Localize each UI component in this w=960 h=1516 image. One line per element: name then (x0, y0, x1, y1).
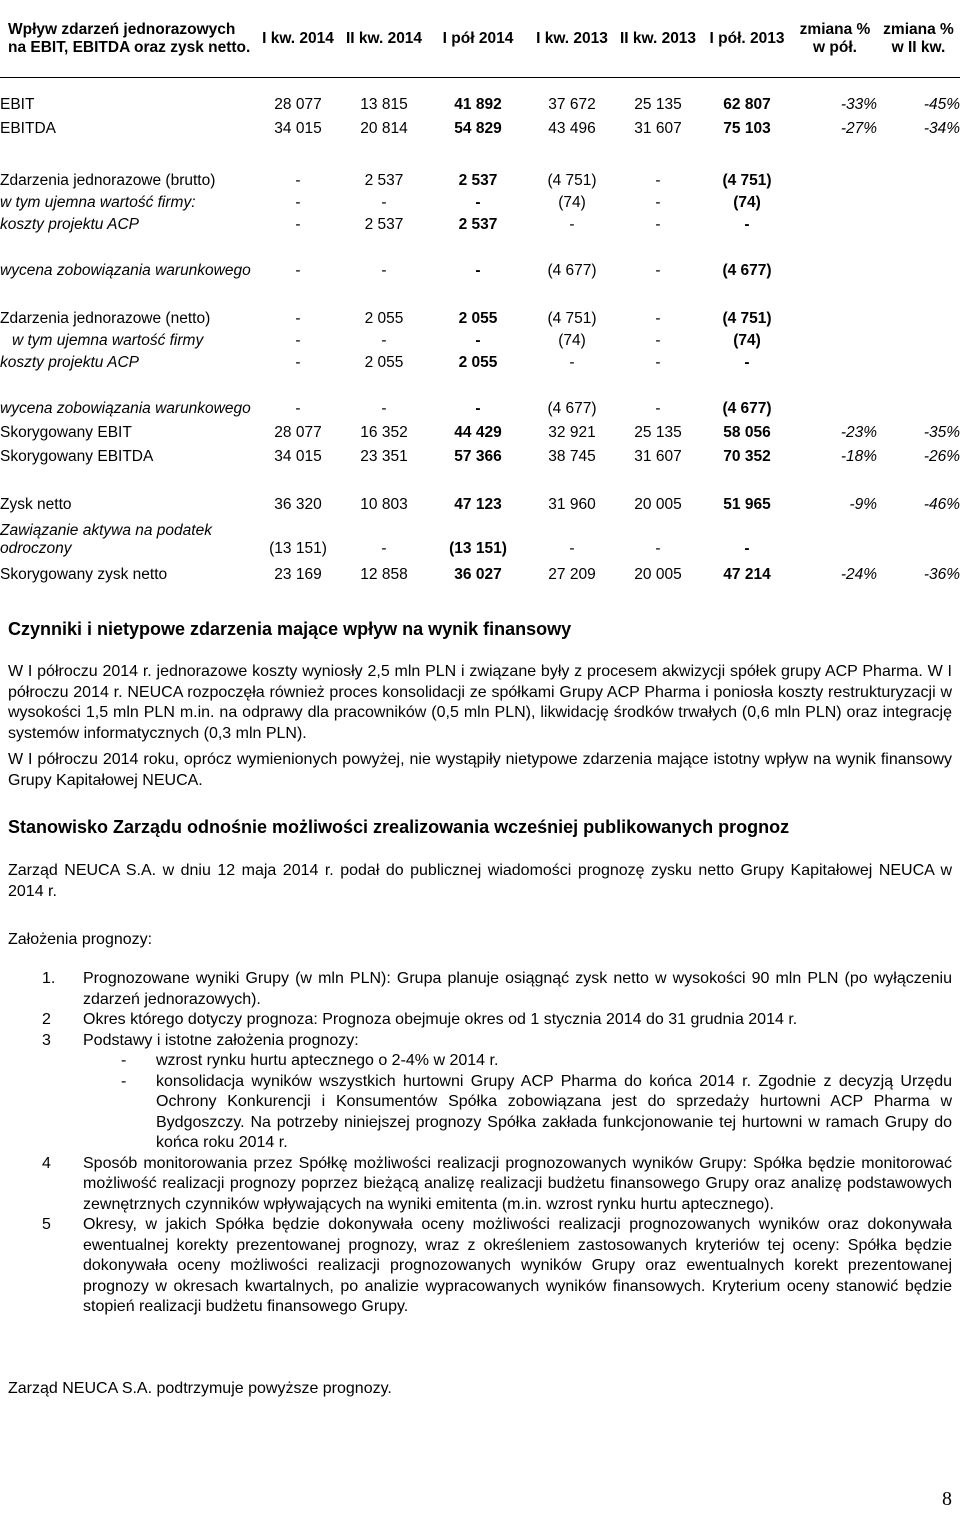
list-number: 3 (42, 1031, 51, 1049)
table-cell: 25 135 (634, 424, 682, 441)
paragraph: Zarząd NEUCA S.A. w dniu 12 maja 2014 r. podał do publicznej wiadomości prognozę zysku netto Grupy Kapitałowej NEUCA w 2014 r. (8, 862, 952, 900)
forecast-list (8, 969, 952, 1318)
table-cell: - (381, 400, 387, 417)
col-header: zmiana % w pół. (799, 21, 871, 56)
table-cell: 2 537 (458, 216, 498, 233)
table-cell: - (655, 354, 661, 371)
table-cell: - (475, 332, 481, 349)
table-cell: (4 677) (547, 400, 597, 417)
sub-list-item (8, 1072, 952, 1154)
table-cell: 70 352 (723, 448, 771, 465)
assumptions-label: Założenia prognozy: (8, 931, 153, 948)
list-item (8, 1215, 952, 1318)
table-cell: -18% (840, 448, 877, 465)
table-cell: 41 892 (454, 96, 502, 113)
table-cell: (4 677) (722, 262, 772, 279)
table-cell: 2 055 (364, 354, 404, 371)
table-cell: 62 807 (723, 96, 771, 113)
table-cell: - (655, 216, 661, 233)
row-label: wycena zobowiązania warunkowego (0, 262, 251, 279)
table-cell: - (475, 262, 481, 279)
table-cell (877, 350, 960, 372)
row-label: koszty projektu ACP (0, 216, 139, 233)
table-cell: 20 005 (634, 566, 682, 583)
header-divider (0, 77, 960, 78)
table-cell: 58 056 (723, 424, 771, 441)
table-cell: 43 496 (548, 120, 596, 137)
table-cell (877, 328, 960, 350)
table-cell: (13 151) (269, 540, 327, 557)
table-cell: -33% (840, 96, 877, 113)
list-text: Podstawy i istotne założenia prognozy: (83, 1031, 359, 1049)
table-row (0, 514, 960, 558)
table-cell (793, 328, 877, 350)
table-cell (793, 514, 877, 558)
table-cell: 34 015 (274, 120, 322, 137)
table-cell: 31 607 (634, 120, 682, 137)
table-cell: -23% (840, 424, 877, 441)
table-cell: -45% (923, 96, 960, 113)
table-cell: (4 677) (547, 262, 597, 279)
table-cell: 2 537 (364, 216, 404, 233)
table-row (0, 114, 960, 138)
table-cell (877, 234, 960, 280)
table-cell: - (655, 332, 661, 349)
table-cell: 13 815 (360, 96, 408, 113)
table-cell: - (655, 262, 661, 279)
table-cell: - (744, 354, 750, 371)
table-cell: - (381, 332, 387, 349)
table-cell: 36 027 (454, 566, 502, 583)
table-cell: 47 123 (454, 496, 502, 513)
table-cell: - (295, 354, 301, 371)
table-cell: -26% (923, 448, 960, 465)
table-cell: (4 677) (722, 400, 772, 417)
table-cell: - (295, 194, 301, 211)
row-label: w tym ujemna wartość firmy (12, 332, 204, 349)
table-cell (793, 190, 877, 212)
table-cell: - (569, 354, 575, 371)
table-cell: 36 320 (274, 496, 322, 513)
table-cell: 23 351 (360, 448, 408, 465)
table-cell (793, 350, 877, 372)
list-item (8, 1031, 952, 1052)
table-cell: - (475, 400, 481, 417)
list-text: Sposób monitorowania przez Spółkę możliwości realizacji prognozowanych wyników Grupy: Spółka będzie monitorować możliwość realizacji prognozy poprzez bieżącą analizę realizacji budżetu finansowego Grupy oraz analizę podstawowych zewnętrznych czynników wpływających na wyniki emitenta (m.in. wzrost rynku hurtu aptecznego). (83, 1154, 952, 1213)
table-cell: 23 169 (274, 566, 322, 583)
table-cell: 32 921 (548, 424, 596, 441)
table-cell: 38 745 (548, 448, 596, 465)
list-text: Prognozowane wyniki Grupy (w mln PLN): Grupa planuje osiągnąć zysk netto w wysokości 90 mln PLN (po wyłączeniu zdarzeń jednorazowych). (83, 970, 952, 1008)
table-cell: - (295, 172, 301, 189)
table-cell: - (295, 332, 301, 349)
table-cell: 47 214 (723, 566, 771, 583)
table-row (0, 234, 960, 280)
table-row (0, 78, 960, 114)
table-cell: - (295, 310, 301, 327)
table-cell: 2 537 (458, 172, 498, 189)
table-cell: - (655, 400, 661, 417)
table-cell: 54 829 (454, 120, 502, 137)
row-label: Skorygowany EBITDA (0, 448, 154, 465)
table-row (0, 280, 960, 328)
list-number: 1. (42, 970, 56, 987)
table-cell: 27 209 (548, 566, 596, 583)
table-row (0, 190, 960, 212)
table-cell: -35% (923, 424, 960, 441)
table-cell: - (295, 216, 301, 233)
col-header: zmiana % w II kw. (883, 21, 954, 56)
row-label: koszty projektu ACP (0, 354, 139, 371)
table-cell: (4 751) (547, 172, 597, 189)
table-cell: - (569, 540, 575, 557)
row-label: Skorygowany zysk netto (0, 566, 168, 583)
table-cell: 25 135 (634, 96, 682, 113)
paragraph: W I półroczu 2014 r. jednorazowe koszty wyniosły 2,5 mln PLN i związane były z procesem akwizycji spółek grupy ACP Pharma. W I półroczu 2014 r. NEUCA rozpoczęła również proces konsolidacji ze spółkami Grupy ACP Pharma i poniosła koszty restrukturyzacji w wysokości 1,5 mln PLN m.in. na odprawy dla pracowników (0,5 mln PLN), likwidację środków trwałych (0,6 mln PLN) oraz integrację systemów informatycznych (0,3 mln PLN). (8, 663, 952, 742)
table-cell: 12 858 (360, 566, 408, 583)
table-row (0, 418, 960, 442)
table-cell: 75 103 (723, 120, 771, 137)
table-row (0, 350, 960, 372)
table-cell: - (744, 216, 750, 233)
table-cell: (13 151) (449, 540, 507, 557)
table-cell: (74) (558, 194, 586, 211)
table-cell: 51 965 (723, 496, 771, 513)
financial-table (0, 0, 960, 584)
row-label: w tym ujemna wartość firmy: (0, 194, 196, 211)
col-header: I pół. 2013 (709, 30, 785, 47)
table-cell: -9% (849, 496, 877, 513)
section-heading-factors: Czynniki i nietypowe zdarzenia mające wpływ na wynik finansowy (8, 619, 572, 639)
table-cell: - (295, 400, 301, 417)
row-label: Zysk netto (0, 496, 72, 513)
table-cell (793, 138, 877, 190)
table-row (0, 138, 960, 190)
list-item (8, 1010, 952, 1031)
table-cell: 20 814 (360, 120, 408, 137)
row-label: EBIT (0, 96, 35, 113)
table-cell (877, 190, 960, 212)
table-cell: 10 803 (360, 496, 408, 513)
table-cell: (74) (733, 332, 761, 349)
table-cell: 28 077 (274, 96, 322, 113)
table-cell (793, 372, 877, 418)
row-label: Skorygowany EBIT (0, 424, 132, 441)
table-body (0, 78, 960, 584)
sub-list-item (8, 1051, 952, 1072)
table-cell: - (655, 310, 661, 327)
table-cell: 16 352 (360, 424, 408, 441)
table-cell: -46% (923, 496, 960, 513)
table-cell: (74) (733, 194, 761, 211)
row-label: wycena zobowiązania warunkowego (0, 400, 251, 417)
col-header: II kw. 2014 (345, 30, 423, 47)
table-cell: 2 055 (364, 310, 404, 327)
table-cell: - (655, 172, 661, 189)
table-cell: - (381, 540, 387, 557)
list-text: Okresy, w jakich Spółka będzie dokonywała oceny możliwości realizacji prognozowanych wyników oraz dokonywała ewentualnej korekty prezentowanej prognozy, wraz z określeniem zastosowanych kryteriów tej oceny: Spółka będzie dokonywała oceny możliwości realizacji prognozowanych wyników Grupy oraz ewentualnych korekt prezentowanej prognozy w okresach kwartalnych, po analizie wypracowanych wyników finansowych. Kryterium oceny stanowić będzie stopień realizacji budżetu finansowego Grupy. (83, 1216, 952, 1315)
list-number: 2 (42, 1011, 51, 1028)
row-label: EBITDA (0, 120, 56, 137)
table-cell: -36% (923, 566, 960, 583)
table-cell: - (655, 194, 661, 211)
section-heading-forecast: Stanowisko Zarządu odnośnie możliwości zrealizowania wcześniej publikowanych prognoz (8, 817, 790, 837)
table-cell: -27% (840, 120, 877, 137)
table-cell (793, 280, 877, 328)
table-cell: (4 751) (547, 310, 597, 327)
sub-dash: - (121, 1072, 127, 1090)
table-cell (877, 138, 960, 190)
table-cell: (4 751) (722, 310, 772, 327)
list-text: Okres którego dotyczy prognoza: Prognoza obejmuje okres od 1 stycznia 2014 do 31 grudnia 2014 r. (83, 1011, 798, 1028)
list-item (8, 1154, 952, 1216)
sub-text: wzrost rynku hurtu aptecznego o 2-4% w 2014 r. (156, 1052, 499, 1069)
table-cell: - (655, 540, 661, 557)
table-row (0, 372, 960, 418)
list-number: 5 (42, 1216, 51, 1233)
table-header-row (0, 0, 960, 78)
table-cell: - (295, 262, 301, 279)
table-row (0, 558, 960, 584)
row-label: Zdarzenia jednorazowe (brutto) (0, 172, 216, 189)
table-cell (793, 234, 877, 280)
table-title: Wpływ zdarzeń jednorazowych na EBIT, EBITDA oraz zysk netto. (8, 21, 251, 56)
table-cell (877, 514, 960, 558)
col-header: I kw. 2014 (262, 30, 334, 47)
table-cell: 2 537 (364, 172, 404, 189)
table-cell: - (475, 194, 481, 211)
table-row (0, 212, 960, 234)
table-cell: 34 015 (274, 448, 322, 465)
table-cell (793, 212, 877, 234)
table-cell: 31 607 (634, 448, 682, 465)
table-cell: - (569, 216, 575, 233)
table-row (0, 442, 960, 466)
table-cell: -24% (840, 566, 877, 583)
table-cell: (74) (558, 332, 586, 349)
col-header: I kw. 2013 (536, 30, 608, 47)
table-cell: - (381, 262, 387, 279)
sub-text: konsolidacja wyników wszystkich hurtowni Grupy ACP Pharma do końca 2014 r. Zgodnie z decyzją Urzędu Ochrony Konkurencji i Konsumentów Spółka zobowiązana jest do sprzedaży hurtowni ACP Pharma w Bydgoszczy. Na potrzeby niniejszej prognozy Spółka zakłada funkcjonowanie tej hurtowni w ramach Grupy do końca roku 2014 r. (156, 1072, 952, 1151)
col-header: II kw. 2013 (619, 30, 697, 47)
table-cell: - (744, 540, 750, 557)
col-header: I pół 2014 (442, 30, 514, 47)
table-cell: (4 751) (722, 172, 772, 189)
table-cell (877, 212, 960, 234)
table-cell (877, 372, 960, 418)
paragraph: W I półroczu 2014 roku, oprócz wymienionych powyżej, nie wystąpiły nietypowe zdarzenia mające istotny wpływ na wynik finansowy Grupy Kapitałowej NEUCA. (8, 751, 952, 789)
table-cell: - (381, 194, 387, 211)
row-label: Zdarzenia jednorazowe (netto) (0, 310, 211, 327)
sub-dash: - (121, 1052, 127, 1069)
table-cell: 31 960 (548, 496, 596, 513)
list-item (8, 969, 952, 1010)
table-cell: 28 077 (274, 424, 322, 441)
table-cell: -34% (923, 120, 960, 137)
table-cell: 20 005 (634, 496, 682, 513)
table-row (0, 328, 960, 350)
closing-statement: Zarząd NEUCA S.A. podtrzymuje powyższe prognozy. (8, 1380, 392, 1397)
table-cell: 2 055 (458, 354, 498, 371)
table-cell: 37 672 (548, 96, 596, 113)
table-cell (877, 280, 960, 328)
table-cell: 44 429 (454, 424, 502, 441)
table-row (0, 466, 960, 514)
table-cell: 57 366 (454, 448, 502, 465)
row-label: Zawiązanie aktywa na podatek odroczony (0, 522, 212, 557)
table-cell: 2 055 (458, 310, 498, 327)
page-number: 8 (942, 1488, 952, 1510)
list-number: 4 (42, 1154, 51, 1172)
